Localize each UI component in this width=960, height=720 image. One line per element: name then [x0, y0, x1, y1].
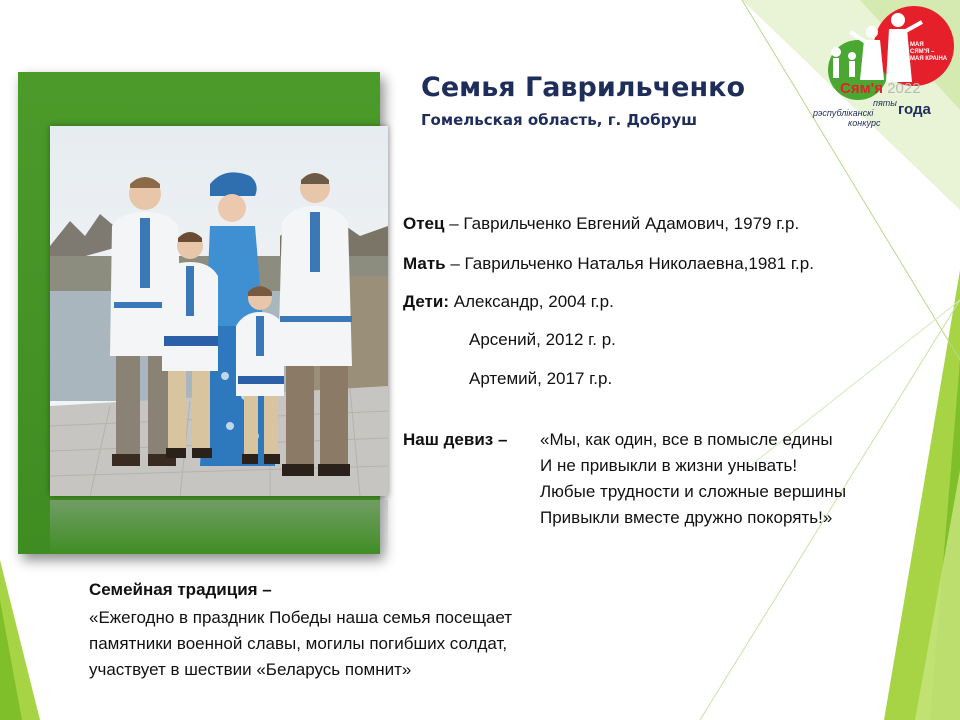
family-photo: [50, 126, 388, 496]
tradition-line-3: участвует в шествии «Беларусь помнит»: [89, 660, 412, 679]
motto-label: Наш девиз –: [403, 430, 508, 449]
logo-motto-line-1: МАЯ: [910, 42, 924, 48]
logo-suffix: года: [898, 101, 931, 118]
logo-caption-line-1: пяты: [873, 98, 897, 108]
contest-logo: [806, 2, 960, 136]
child-3: Артемий, 2017 г.р.: [469, 369, 613, 388]
mother-text: – Гаврильченко Наталья Николаевна,1981 г.р.: [450, 254, 814, 273]
logo-caption-line-2: рэспубліканскі: [813, 108, 874, 118]
father-text: – Гаврильченко Евгений Адамович, 1979 г.р.: [449, 214, 800, 233]
child-2: Арсений, 2012 г. р.: [469, 330, 616, 349]
logo-motto: [910, 42, 947, 63]
mother-line: [403, 254, 814, 274]
tradition-heading: Семейная традиция –: [89, 580, 272, 599]
logo-brand: [840, 80, 921, 97]
father-line: [403, 214, 799, 234]
motto-line-1: «Мы, как один, все в помысле едины: [540, 430, 833, 449]
mother-label: Мать: [403, 254, 446, 273]
children-label: Дети:: [403, 292, 449, 311]
logo-year: 2022: [887, 80, 921, 97]
motto-line-4: Привыкли вместе дружно покорять!»: [540, 508, 833, 527]
photo-reflection: [50, 500, 388, 556]
children-line: [403, 292, 614, 312]
motto-line-2: И не привыкли в жизни унывать!: [540, 456, 798, 475]
tradition-line-1: «Ежегодно в праздник Победы наша семья посещает: [89, 608, 513, 627]
slide-title: Семья Гаврильченко: [421, 72, 745, 103]
logo-motto-line-2: СЯМ'Я –: [910, 49, 935, 55]
motto-line-3: Любые трудности и сложные вершины: [540, 482, 847, 501]
logo-contest-caption: [873, 98, 897, 108]
logo-caption-line-3: конкурс: [848, 118, 881, 128]
logo-motto-line-3: МАЯ КРАІНА: [910, 56, 948, 62]
tradition-line-2: памятники военной славы, могилы погибших солдат,: [89, 634, 508, 653]
child-1: Александр, 2004 г.р.: [453, 292, 614, 311]
slide-subtitle: Гомельская область, г. Добруш: [421, 111, 698, 129]
logo-brand-word: Сям'я: [840, 80, 884, 97]
father-label: Отец: [403, 214, 445, 233]
